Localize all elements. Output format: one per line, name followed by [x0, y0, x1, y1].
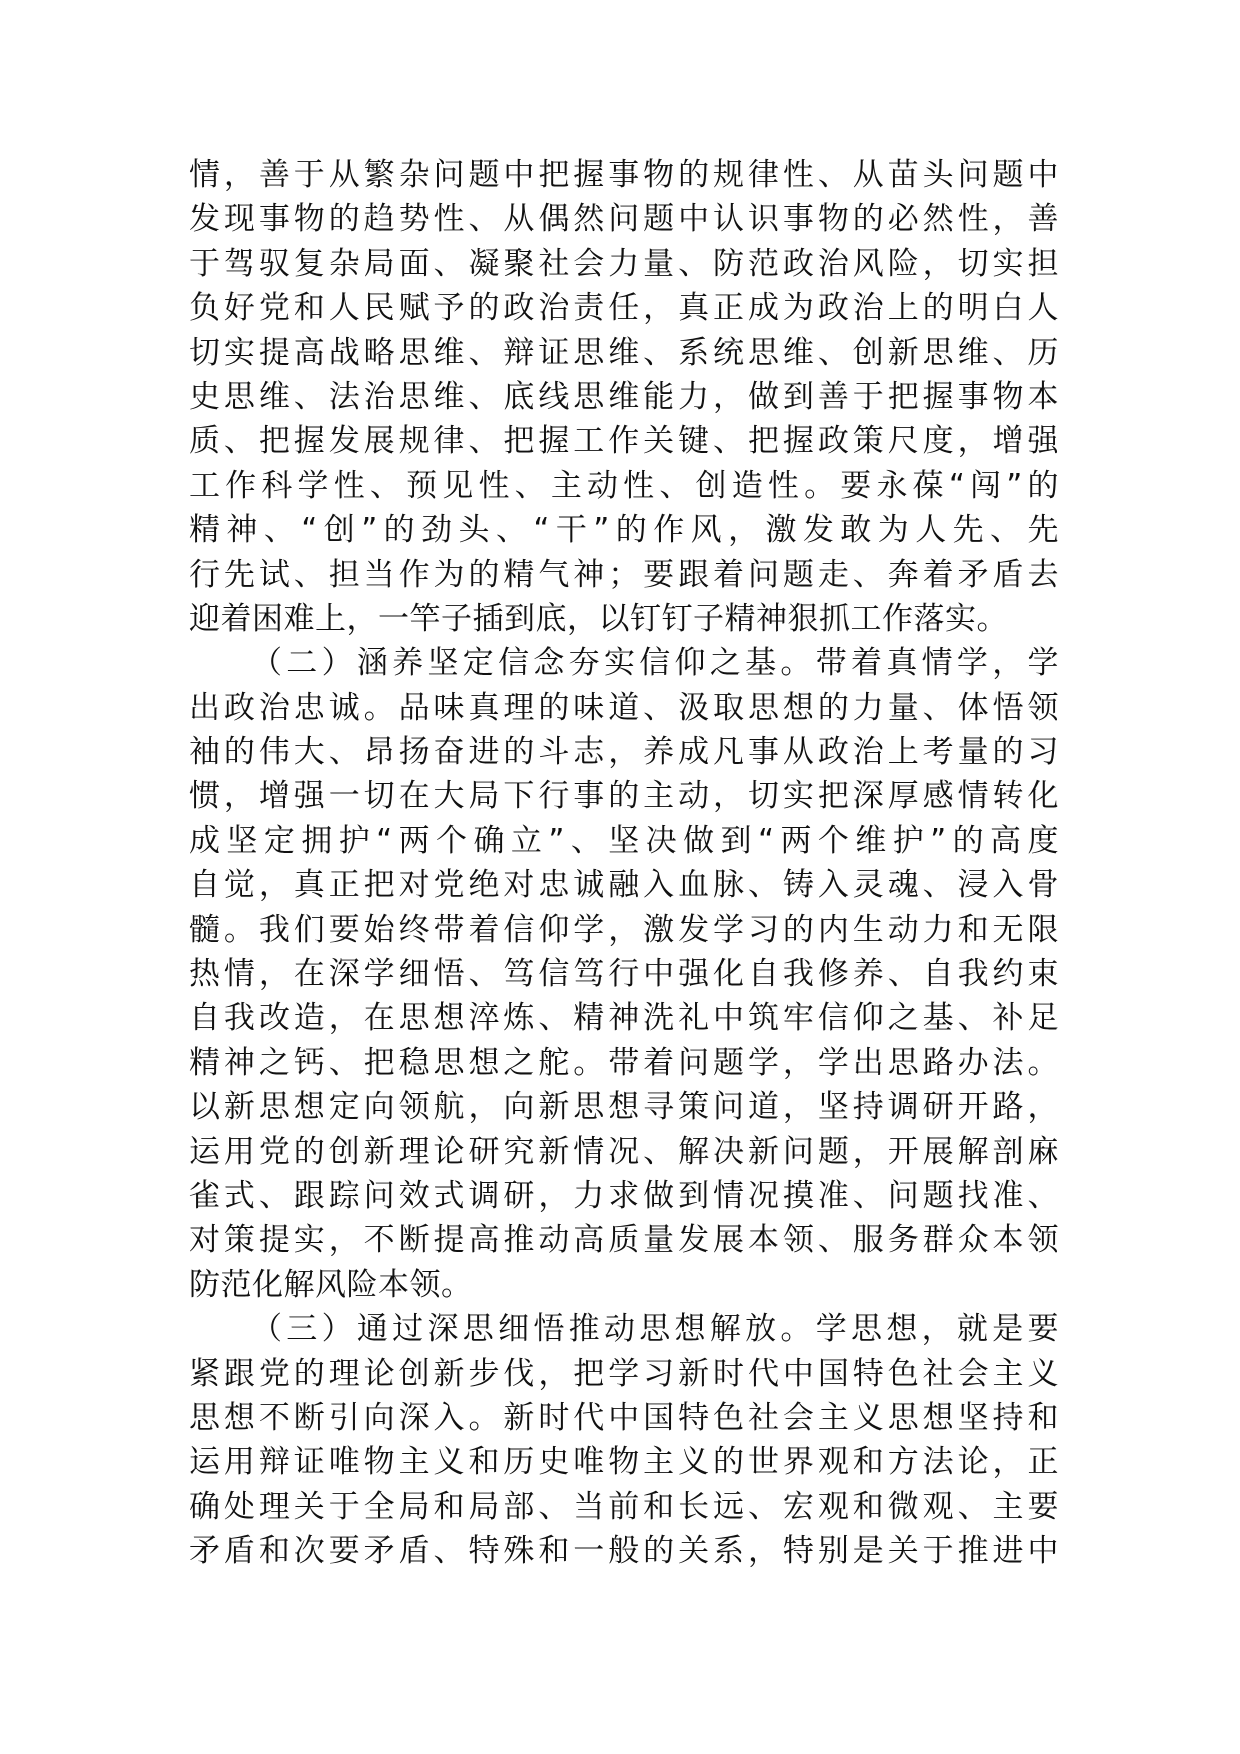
text-line: 以新思想定向领航，向新思想寻策问道，坚持调研开路， — [189, 1089, 1059, 1126]
section-heading-line: （二）涵养坚定信念夯实信仰之基。带着真情学，学 — [251, 645, 1059, 682]
text-line: 精神之钙、把稳思想之舵。带着问题学，学出思路办法。 — [189, 1044, 1059, 1081]
text-line: 对策提实，不断提高推动高质量发展本领、服务群众本领 — [189, 1222, 1059, 1259]
text-line: 发现事物的趋势性、从偶然问题中认识事物的必然性，善 — [189, 201, 1059, 238]
text-line: 自觉，真正把对党绝对忠诚融入血脉、铸入灵魂、浸入骨 — [189, 867, 1059, 904]
text-line: 袖的伟大、昂扬奋进的斗志，养成凡事从政治上考量的习 — [189, 734, 1059, 771]
text-line: 工作科学性、预见性、主动性、创造性。要永葆“闯”的 — [189, 467, 1059, 504]
section-heading-line: （三）通过深思细悟推动思想解放。学思想，就是要 — [251, 1311, 1059, 1348]
text-line: 髓。我们要始终带着信仰学，激发学习的内生动力和无限 — [189, 911, 1059, 948]
text-line: 精神、“创”的劲头、“干”的作风，激发敢为人先、先 — [189, 512, 1059, 549]
text-line: 情，善于从繁杂问题中把握事物的规律性、从苗头问题中 — [189, 157, 1059, 193]
text-line: 紧跟党的理论创新步伐，把学习新时代中国特色社会主义 — [189, 1355, 1059, 1392]
text-line: 出政治忠诚。品味真理的味道、汲取思想的力量、体悟领 — [189, 689, 1059, 726]
text-line: 行先试、担当作为的精气神；要跟着问题走、奔着矛盾去 — [189, 556, 1059, 593]
text-line: 切实提高战略思维、辩证思维、系统思维、创新思维、历 — [189, 334, 1059, 371]
text-line: 防范化解风险本领。 — [189, 1266, 473, 1303]
text-line: 思想不断引向深入。新时代中国特色社会主义思想坚持和 — [189, 1399, 1059, 1436]
body-text — [189, 153, 1059, 1574]
text-line: 矛盾和次要矛盾、特殊和一般的关系，特别是关于推进中 — [189, 1533, 1059, 1570]
text-line: 惯，增强一切在大局下行事的主动，切实把深厚感情转化 — [189, 778, 1059, 815]
text-line: 成坚定拥护“两个确立”、坚决做到“两个维护”的高度 — [189, 822, 1059, 859]
text-line: 运用党的创新理论研究新情况、解决新问题，开展解剖麻 — [189, 1133, 1059, 1170]
text-line: 确处理关于全局和局部、当前和长远、宏观和微观、主要 — [189, 1488, 1059, 1525]
text-line: 于驾驭复杂局面、凝聚社会力量、防范政治风险，切实担 — [189, 245, 1059, 282]
text-line: 迎着困难上，一竿子插到底，以钉钉子精神狠抓工作落实。 — [189, 600, 1008, 637]
text-line: 自我改造，在思想淬炼、精神洗礼中筑牢信仰之基、补足 — [189, 1000, 1059, 1037]
text-line: 雀式、跟踪问效式调研，力求做到情况摸准、问题找准、 — [189, 1177, 1059, 1214]
text-line: 史思维、法治思维、底线思维能力，做到善于把握事物本 — [189, 378, 1059, 415]
text-line: 热情，在深学细悟、笃信笃行中强化自我修养、自我约束 — [189, 956, 1059, 993]
text-line: 负好党和人民赋予的政治责任，真正成为政治上的明白人 — [189, 290, 1059, 327]
text-line: 质、把握发展规律、把握工作关键、把握政策尺度，增强 — [189, 423, 1059, 460]
text-line: 运用辩证唯物主义和历史唯物主义的世界观和方法论，正 — [189, 1444, 1059, 1481]
